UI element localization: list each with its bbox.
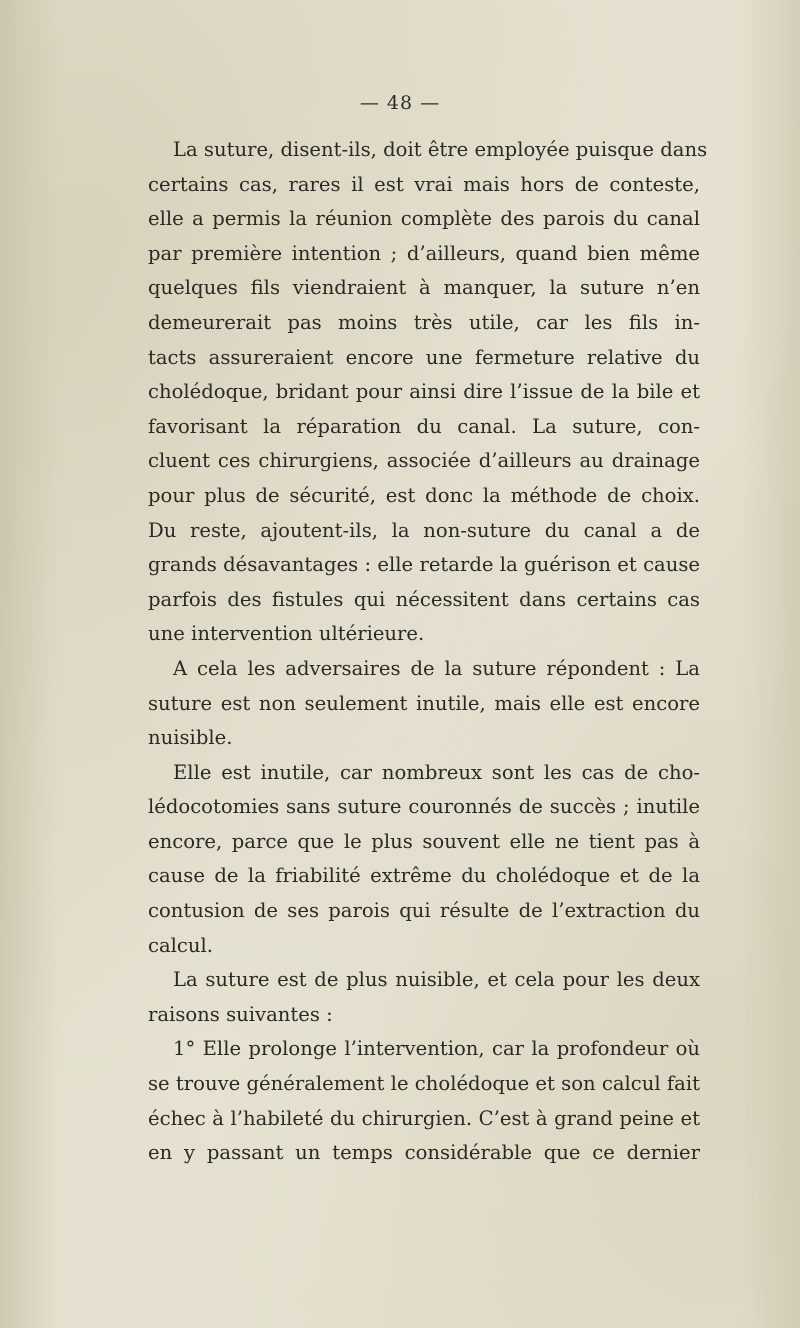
text-line: demeurerait pas moins très utile, car les fils in- bbox=[148, 310, 700, 334]
text-line: une intervention ultérieure. bbox=[148, 622, 425, 646]
text-line: favorisant la réparation du canal. La suture, con- bbox=[148, 414, 700, 438]
text-line: elle a permis la réunion complète des parois du canal bbox=[148, 207, 700, 231]
text-line: raisons suivantes : bbox=[148, 1002, 333, 1026]
text-line: Du reste, ajoutent-ils, la non-suture du canal a de bbox=[148, 518, 700, 542]
text-line: en y passant un temps considérable que ce dernier bbox=[148, 1141, 700, 1165]
text-line: cholédoque, bridant pour ainsi dire l’issue de la bile et bbox=[148, 380, 700, 404]
text-line: échec à l’habileté du chirurgien. C’est à grand peine et bbox=[148, 1106, 700, 1130]
text-line: tacts assureraient encore une fermeture relative du bbox=[148, 345, 700, 369]
text-line: quelques fils viendraient à manquer, la suture n’en bbox=[148, 276, 700, 300]
text-line: 1° Elle prolonge l’intervention, car la profondeur où bbox=[173, 1037, 700, 1061]
text-line: La suture est de plus nuisible, et cela pour les deux bbox=[173, 968, 700, 992]
text-line: pour plus de sécurité, est donc la méthode de choix. bbox=[148, 483, 700, 507]
text-line: contusion de ses parois qui résulte de l’extraction du bbox=[148, 899, 700, 923]
text-line: La suture, disent-ils, doit être employée puisque dans bbox=[173, 138, 708, 161]
text-line: suture est non seulement inutile, mais elle est encore bbox=[148, 691, 700, 715]
page-number: — 48 — bbox=[359, 92, 441, 114]
text-line: calcul. bbox=[148, 933, 214, 957]
text-line: lédocotomies sans suture couronnés de succès ; inutile bbox=[148, 795, 700, 819]
text-line: se trouve généralement le cholédoque et son calcul fait bbox=[148, 1072, 700, 1096]
text-line: nuisible. bbox=[148, 726, 233, 750]
body-text bbox=[148, 133, 708, 1171]
text-line: certains cas, rares il est vrai mais hors de conteste, bbox=[148, 172, 700, 196]
text-line: A cela les adversaires de la suture répondent : La bbox=[173, 656, 700, 680]
text-line: grands désavantages : elle retarde la guérison et cause bbox=[148, 553, 700, 577]
text-line: cause de la friabilité extrême du cholédoque et de la bbox=[148, 864, 700, 888]
text-line: encore, parce que le plus souvent elle ne tient pas à bbox=[148, 829, 700, 853]
text-line: cluent ces chirurgiens, associée d’ailleurs au drainage bbox=[148, 449, 700, 473]
text-line: parfois des fistules qui nécessitent dans certains cas bbox=[148, 587, 700, 611]
text-line: par première intention ; d’ailleurs, quand bien même bbox=[148, 241, 700, 265]
text-line: Elle est inutile, car nombreux sont les cas de cho- bbox=[173, 760, 700, 784]
